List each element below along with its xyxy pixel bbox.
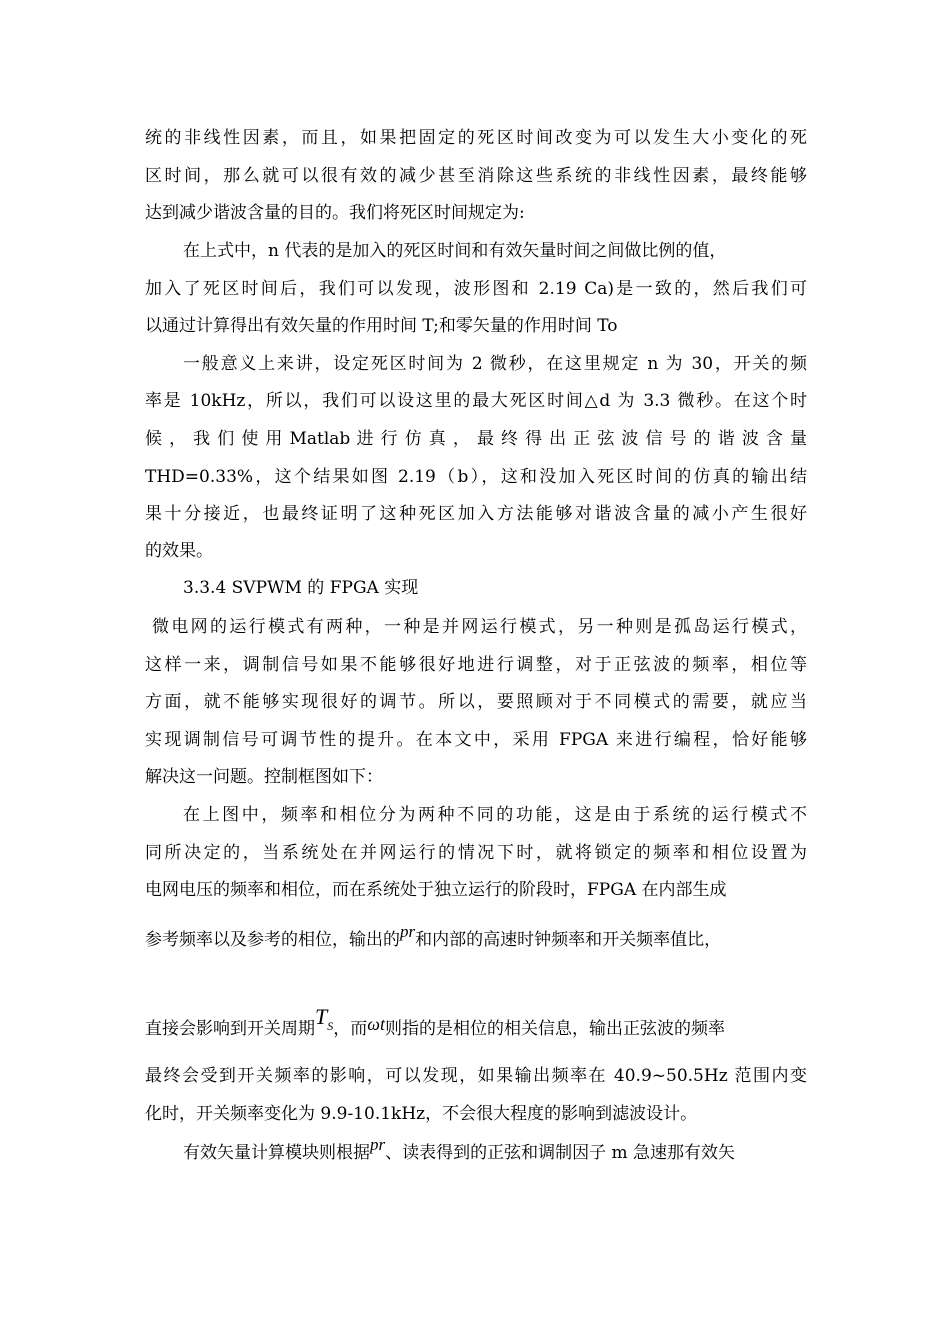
body-text-line: 同所决定的，当系统处在并网运行的情况下时，就将锁定的频率和相位设置为 <box>145 843 807 863</box>
math-symbol-pr: pr <box>400 922 416 941</box>
math-symbol-omega-t: ωt <box>367 1014 385 1034</box>
body-text-line-with-math <box>145 1004 807 1046</box>
body-text-line: 加入了死区时间后，我们可以发现，波形图和 2.19 Ca)是一致的，然后我们可 <box>145 279 807 299</box>
body-text-line-with-math <box>145 922 807 950</box>
text-run: 有效矢量计算模块则根据 <box>183 1143 370 1163</box>
body-text-line: 达到减少谐波含量的目的。我们将死区时间规定为: <box>145 203 525 223</box>
section-heading: 3.3.4 SVPWM 的 FPGA 实现 <box>183 578 419 598</box>
body-text-line: 率是 10kHz，所以，我们可以设这里的最大死区时间△d 为 3.3 微秒。在这个时 <box>145 391 807 411</box>
body-text-line-with-math <box>183 1135 807 1163</box>
body-text-line: 果十分接近，也最终证明了这种死区加入方法能够对谐波含量的减小产生很好 <box>145 504 807 524</box>
body-text-line: 候 ， 我 们 使 用 Matlab 进 行 仿 真 ， 最 终 得 出 正 弦 波 信 号 的 谐 波 含 量 <box>145 429 807 449</box>
body-text-line: 最终会受到开关频率的影响，可以发现，如果输出频率在 40.9~50.5Hz 范围内变 <box>145 1066 807 1086</box>
text-run: 则指的是相位的相关信息，输出正弦波的频率 <box>384 1019 725 1039</box>
body-text-line: 化时，开关频率变化为 9.9-10.1kHz，不会很大程度的影响到滤波设计。 <box>145 1104 698 1124</box>
body-text-line: THD=0.33%，这个结果如图 2.19（b），这和没加入死区时间的仿真的输出结 <box>145 467 807 487</box>
text-run: 和内部的高速时钟频率和开关频率值比， <box>415 930 722 950</box>
body-text-line: 微电网的运行模式有两种，一种是并网运行模式，另一种则是孤岛运行模式， <box>152 617 807 637</box>
body-text-line: 在上式中，n 代表的是加入的死区时间和有效矢量时间之间做比例的值， <box>183 241 727 261</box>
body-text-line: 这样一来，调制信号如果不能够很好地进行调整，对于正弦波的频率，相位等 <box>145 655 807 675</box>
text-run: ，而 <box>333 1019 368 1039</box>
body-text-line: 实现调制信号可调节性的提升。在本文中，采用 FPGA 来进行编程，恰好能够 <box>145 730 807 750</box>
body-text-line: 统的非线性因素，而且，如果把固定的死区时间改变为可以发生大小变化的死 <box>145 128 807 148</box>
body-text-line: 区时间，那么就可以很有效的减少甚至消除这些系统的非线性因素，最终能够 <box>145 166 807 186</box>
body-text-line: 一般意义上来讲，设定死区时间为 2 微秒，在这里规定 n 为 30，开关的频 <box>183 354 807 374</box>
math-symbol-pr: pr <box>370 1135 386 1154</box>
text-run: 参考频率以及参考的相位，输出的 <box>145 930 400 950</box>
body-text-line: 方面，就不能够实现很好的调节。所以，要照顾对于不同模式的需要，就应当 <box>145 692 807 712</box>
text-run: 、读表得到的正弦和调制因子 m 急速那有效矢 <box>385 1143 736 1163</box>
body-text-line: 在上图中，频率和相位分为两种不同的功能，这是由于系统的运行模式不 <box>183 805 807 825</box>
text-run: 直接会影响到开关周期 <box>145 1019 315 1039</box>
body-text-line: 的效果。 <box>145 541 213 561</box>
body-text-line: 解决这一问题。控制框图如下： <box>145 767 383 787</box>
body-text-line: 电网电压的频率和相位，而在系统处于独立运行的阶段时，FPGA 在内部生成 <box>145 880 727 900</box>
math-symbol-ts: $T_S$ <box>315 1004 334 1033</box>
body-text-line: 以通过计算得出有效矢量的作用时间 T;和零矢量的作用时间 To <box>145 316 618 336</box>
